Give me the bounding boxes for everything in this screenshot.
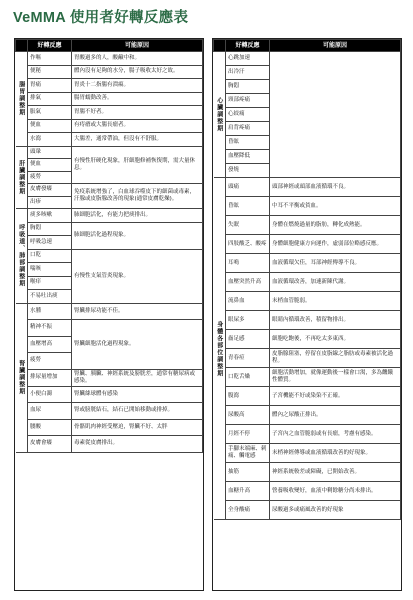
table-row [16, 369, 203, 386]
table-row [214, 178, 401, 197]
reaction-name: 胸悶 [226, 80, 270, 94]
reaction-reason: 體內之尿酸正排出。 [270, 406, 401, 425]
reaction-reason: 胃炎十二指腸有潰瘍。 [72, 79, 203, 93]
reaction-name: 作嘔 [28, 52, 72, 66]
reaction-reason: 子宮內之血管脆弱或有長瘤，考慮有感染。 [270, 425, 401, 444]
reaction-name: 便血 [28, 159, 72, 172]
reaction-name: 水瀉 [28, 133, 72, 147]
reaction-reason [270, 52, 401, 178]
section-label: 呼吸道、肺部調整期 [16, 209, 28, 304]
left-table-panel [14, 38, 204, 591]
table-row [16, 419, 203, 436]
table-row [214, 387, 401, 406]
reaction-name: 小便白濁 [28, 386, 72, 403]
left-spine-header [16, 40, 28, 52]
reaction-reason: 尿酸過多或痛風改善的好現象 [270, 501, 401, 520]
section-label: 肝臟調整期 [16, 146, 28, 209]
reaction-reason: 神經系統較差或障礙，已開始改善。 [270, 463, 401, 482]
reaction-name: 血壓降低 [226, 150, 270, 164]
reaction-name: 便血 [28, 119, 72, 133]
reaction-name: 心跳加速 [226, 52, 270, 66]
reaction-name: 眼屎多 [226, 311, 270, 330]
reaction-name: 頸部疼痛 [226, 94, 270, 108]
reaction-name: 昏眩 [226, 197, 270, 216]
reaction-name: 心絞痛 [226, 108, 270, 122]
reaction-name: 頭痛 [226, 178, 270, 197]
table-row [214, 330, 401, 349]
reaction-name: 月經不停 [226, 425, 270, 444]
reaction-reason: 腸胃蠕動改善。 [72, 92, 203, 106]
reaction-name: 發燒 [226, 164, 270, 178]
table-row [214, 254, 401, 273]
reaction-reason: 身體在燃燒過量的脂肪，轉化成熱能。 [270, 216, 401, 235]
table-row [16, 403, 203, 420]
page-title: VeMMA 使用者好轉反應表 [13, 10, 189, 26]
section-label: 身體各部位調整期 [214, 178, 226, 520]
right-header-reason: 可能原因 [270, 40, 401, 52]
section-label: 心臟調整期 [214, 52, 226, 178]
reaction-name: 脹氣 [28, 106, 72, 120]
table-row [214, 311, 401, 330]
table-row [16, 133, 203, 147]
reaction-name: 水腫 [28, 303, 72, 320]
reaction-name: 胃痛 [28, 79, 72, 93]
reaction-name: 痰多咳嗽 [28, 209, 72, 223]
reaction-reason: 胃腸不好者。 [72, 106, 203, 120]
reaction-name: 不易吐出痰 [28, 290, 72, 304]
reaction-name: 口乾舌燥 [226, 368, 270, 387]
reaction-reason: 皮脂腺阻塞，停留在皮脂線之脂肪或毒素被活化過程。 [270, 349, 401, 368]
reaction-reason: 有慢性支氣管炎現象。 [72, 249, 203, 303]
reaction-reason: 子宮機能不好或染染不正確。 [270, 387, 401, 406]
table-row [214, 235, 401, 254]
table-row [214, 425, 401, 444]
table-row [16, 320, 203, 337]
table-row [214, 292, 401, 311]
reaction-reason: 肺細胞活化，有能力把痰排出。 [72, 209, 203, 223]
reaction-reason: 中耳不平衡或貧血。 [270, 197, 401, 216]
reaction-name: 失眠 [226, 216, 270, 235]
reaction-reason: 血液循環改善，加速新陳代謝。 [270, 273, 401, 292]
table-row [16, 92, 203, 106]
table-row [214, 349, 401, 368]
reaction-reason: 胃酸過多的人，酸鹼中和。 [72, 52, 203, 66]
reaction-name: 血糖升高 [226, 482, 270, 501]
reaction-name: 排氣 [28, 92, 72, 106]
table-row [16, 386, 203, 403]
reaction-name: 胸悶 [28, 222, 72, 236]
table-row [16, 79, 203, 93]
reaction-reason: 腎臟、胰臟、神經系統及膀胱差，通常有糖尿病或感染。 [72, 369, 203, 386]
reaction-name: 血尿 [28, 403, 72, 420]
reaction-name: 頭暈 [28, 146, 72, 159]
reaction-reason: 腎或膀胱結石，結石已開始移動或排掉。 [72, 403, 203, 420]
reaction-name: 出冷汗 [226, 66, 270, 80]
reaction-name: 手腳末端麻、刺痛、觸電感 [226, 444, 270, 463]
reaction-name: 齒足感 [226, 330, 270, 349]
table-row [16, 65, 203, 79]
reaction-reason: 腎臟細胞活化過程現象。 [72, 320, 203, 370]
reaction-name: 血壓增高 [28, 336, 72, 353]
table-row [214, 501, 401, 520]
reaction-reason: 骨骼肌肉神經受壓迫，腎臟不好、太胖 [72, 419, 203, 436]
table-row [16, 209, 203, 223]
reaction-name: 血壓突然升高 [226, 273, 270, 292]
reaction-reason: 營養吸收變好，血液中剩餘糖分尚未排出。 [270, 482, 401, 501]
table-row [214, 463, 401, 482]
left-header-reaction: 好轉反應 [28, 40, 72, 52]
reaction-reason: 末梢神經傳導或血液循環改善的好現象。 [270, 444, 401, 463]
reaction-name: 四肢酸乏、酸疼 [226, 235, 270, 254]
reaction-name: 全身酸痛 [226, 501, 270, 520]
reaction-reason: 細胞活動增加，就像運動後一樣會口渴，多為饑餓性體質。 [270, 368, 401, 387]
reaction-name: 疲勞 [28, 353, 72, 370]
reaction-reason: 有慢性肝硬化現象，肝細胞修補恢復期，需大量休息。 [72, 146, 203, 184]
reaction-name: 抽筋 [226, 463, 270, 482]
table-row [214, 406, 401, 425]
right-spine-header [214, 40, 226, 52]
reaction-name: 排尿量增加 [28, 369, 72, 386]
reaction-reason: 免疫系統增強了，白血球吞噬皮下的細菌或毒素，汗腺或皮脂腺改善的現象(通常皮膚乾燥)。 [72, 184, 203, 209]
right-reaction-table [213, 39, 401, 520]
reaction-name: 出疹 [28, 196, 72, 209]
reaction-name: 精神不振 [28, 320, 72, 337]
table-row [214, 444, 401, 463]
reaction-reason: 有痔瘡或大腸長瘤者。 [72, 119, 203, 133]
reaction-name: 疲勞 [28, 171, 72, 184]
reaction-name: 昏眩 [226, 136, 270, 150]
table-row [214, 197, 401, 216]
table-row [214, 482, 401, 501]
reaction-reason: 末梢血管脆弱。 [270, 292, 401, 311]
reaction-reason: 血液循環欠佳，耳部神經傳導不良。 [270, 254, 401, 273]
table-row [16, 222, 203, 236]
table-row [214, 368, 401, 387]
reaction-name: 腰酸 [28, 419, 72, 436]
reaction-reason: 體內沒有足夠的水分，腸子吸收太好之故。 [72, 65, 203, 79]
left-table-body [16, 52, 203, 453]
table-row [16, 303, 203, 320]
left-header-reason: 可能原因 [72, 40, 203, 52]
reaction-reason: 細胞吃飽後，不再吃太多東西。 [270, 330, 401, 349]
table-row [214, 216, 401, 235]
reaction-name: 流鼻血 [226, 292, 270, 311]
right-table-panel [212, 38, 402, 591]
reaction-reason: 身體細胞健康方向運作，虛弱部位略感反應。 [270, 235, 401, 254]
reaction-name: 皮膚會癢 [28, 436, 72, 453]
table-row [16, 184, 203, 197]
reaction-reason: 眼睛內循環改善，積留物排出。 [270, 311, 401, 330]
table-row [16, 106, 203, 120]
reaction-reason: 頭部神經或頭部血液循環不良。 [270, 178, 401, 197]
reaction-name: 青春痘 [226, 349, 270, 368]
section-label: 腸胃調整期 [16, 52, 28, 147]
reaction-name: 腹瀉 [226, 387, 270, 406]
reaction-reason: 腎臟絲球體有感染 [72, 386, 203, 403]
right-table-body [214, 52, 401, 520]
reaction-name: 耳鳴 [226, 254, 270, 273]
reaction-reason: 腎臟排尿功能不佳。 [72, 303, 203, 320]
left-reaction-table [15, 39, 203, 453]
reaction-name: 便秘 [28, 65, 72, 79]
reaction-reason: 毒素從皮膚排出。 [72, 436, 203, 453]
reaction-reason: 大腸差，通常帶油，但沒有不舒服。 [72, 133, 203, 147]
reaction-name: 喘咳 [28, 263, 72, 277]
reaction-name: 肩背疼痛 [226, 122, 270, 136]
table-row [16, 52, 203, 66]
table-row [16, 146, 203, 159]
table-row [16, 249, 203, 263]
reaction-name: 尿酸高 [226, 406, 270, 425]
table-row [214, 273, 401, 292]
reaction-name: 皮膚發癢 [28, 184, 72, 197]
reaction-name: 喉痒 [28, 276, 72, 290]
right-header-reaction: 好轉反應 [226, 40, 270, 52]
section-label: 腎臟調整期 [16, 303, 28, 452]
table-row [16, 436, 203, 453]
reaction-name: 呼吸急速 [28, 236, 72, 250]
table-row [16, 119, 203, 133]
table-row [214, 52, 401, 66]
reaction-name: 口乾 [28, 249, 72, 263]
reaction-reason: 肺細胞活化過程現象。 [72, 222, 203, 249]
